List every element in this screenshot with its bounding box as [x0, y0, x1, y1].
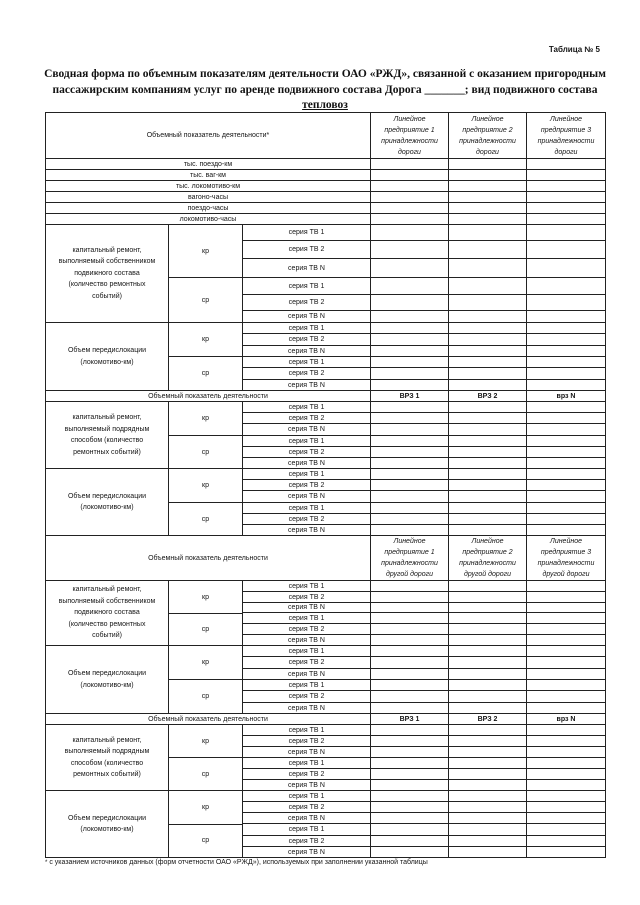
series-label: серия ТВ 1 — [243, 824, 371, 836]
data-cell — [527, 447, 606, 458]
series-label: серия ТВ N — [243, 458, 371, 469]
data-cell — [371, 581, 449, 592]
repair-type-code: кр — [169, 725, 243, 758]
data-cell — [527, 769, 606, 780]
block-label: капитальный ремонт, выполняемый собственником подвижного состава (количество ремонтных событий) — [46, 225, 169, 323]
data-cell — [449, 225, 527, 241]
series-label: серия ТВ N — [243, 346, 371, 357]
data-cell — [527, 334, 606, 346]
block-label: капитальный ремонт, выполняемый собственником подвижного состава (количество ремонтных событий) — [46, 581, 169, 646]
enterprise-column-header: Линейное предприятие 2 принадлежности другой дороги — [449, 536, 527, 581]
data-cell — [449, 836, 527, 847]
enterprise-column-header: Линейное предприятие 3 принадлежности другой дороги — [527, 536, 606, 581]
data-cell — [449, 769, 527, 780]
data-cell — [527, 603, 606, 613]
data-cell — [371, 436, 449, 447]
indicator-row-label: тыс. локомотиво-км — [46, 181, 371, 192]
data-cell — [449, 380, 527, 391]
data-cell — [371, 791, 449, 802]
data-cell — [449, 480, 527, 491]
data-cell — [449, 181, 527, 192]
series-label: серия ТВ 2 — [243, 480, 371, 491]
series-label: серия ТВ N — [243, 847, 371, 858]
data-cell — [449, 402, 527, 413]
data-cell — [449, 203, 527, 214]
plant-column-header: врз N — [527, 391, 606, 402]
data-cell — [527, 624, 606, 635]
data-cell — [527, 357, 606, 368]
series-label: серия ТВ 2 — [243, 802, 371, 813]
data-cell — [449, 436, 527, 447]
series-label: серия ТВ 2 — [243, 514, 371, 525]
data-cell — [371, 624, 449, 635]
enterprise-column-header: Линейное предприятие 2 принадлежности дороги — [449, 113, 527, 159]
series-label: серия ТВ 2 — [243, 241, 371, 259]
repair-type-code: кр — [169, 225, 243, 278]
data-cell — [527, 736, 606, 747]
data-cell — [371, 503, 449, 514]
data-cell — [371, 769, 449, 780]
indicator-row-label: локомотиво-часы — [46, 214, 371, 225]
data-cell — [371, 725, 449, 736]
data-cell — [449, 334, 527, 346]
data-cell — [449, 592, 527, 603]
data-cell — [527, 802, 606, 813]
series-label: серия ТВ 1 — [243, 725, 371, 736]
indicator-header: Объемный показатель деятельности* — [46, 113, 371, 159]
repair-type-code: кр — [169, 469, 243, 503]
data-cell — [527, 424, 606, 436]
data-cell — [371, 525, 449, 536]
data-cell — [371, 758, 449, 769]
enterprise-column-header: Линейное предприятие 1 принадлежности дороги — [371, 113, 449, 159]
indicator-header: Объемный показатель деятельности — [46, 391, 371, 402]
series-label: серия ТВ 1 — [243, 791, 371, 802]
data-cell — [371, 203, 449, 214]
data-cell — [527, 503, 606, 514]
repair-type-code: ср — [169, 758, 243, 791]
data-cell — [371, 669, 449, 680]
indicator-header: Объемный показатель деятельности — [46, 536, 371, 581]
data-cell — [527, 480, 606, 491]
series-label: серия ТВ 1 — [243, 503, 371, 514]
data-cell — [449, 646, 527, 657]
data-cell — [527, 725, 606, 736]
data-cell — [371, 346, 449, 357]
series-label: серия ТВ 2 — [243, 624, 371, 635]
data-cell — [527, 847, 606, 858]
data-cell — [527, 259, 606, 278]
data-cell — [527, 436, 606, 447]
data-cell — [527, 680, 606, 691]
data-cell — [449, 758, 527, 769]
data-cell — [527, 413, 606, 424]
enterprise-column-header: Линейное предприятие 3 принадлежности дороги — [527, 113, 606, 159]
data-cell — [371, 323, 449, 334]
data-cell — [371, 646, 449, 657]
repair-type-code: ср — [169, 824, 243, 858]
data-cell — [371, 311, 449, 323]
repair-type-code: кр — [169, 323, 243, 357]
data-cell — [371, 170, 449, 181]
series-label: серия ТВ 2 — [243, 769, 371, 780]
enterprise-column-header: Линейное предприятие 1 принадлежности другой дороги — [371, 536, 449, 581]
data-cell — [371, 357, 449, 368]
data-cell — [527, 192, 606, 203]
series-label: серия ТВ 2 — [243, 657, 371, 669]
data-cell — [371, 691, 449, 703]
data-cell — [371, 603, 449, 613]
block-label: Объем передислокации (локомотиво-км) — [46, 469, 169, 536]
data-cell — [371, 592, 449, 603]
series-label: серия ТВ 2 — [243, 295, 371, 311]
data-cell — [449, 214, 527, 225]
series-label: серия ТВ 1 — [243, 402, 371, 413]
repair-type-code: кр — [169, 791, 243, 825]
repair-type-code: ср — [169, 613, 243, 646]
data-cell — [449, 525, 527, 536]
data-cell — [371, 259, 449, 278]
data-cell — [527, 780, 606, 791]
series-label: серия ТВ 2 — [243, 736, 371, 747]
data-cell — [527, 346, 606, 357]
series-label: серия ТВ 2 — [243, 592, 371, 603]
data-cell — [527, 380, 606, 391]
data-cell — [371, 278, 449, 295]
series-label: серия ТВ 2 — [243, 691, 371, 703]
data-cell — [371, 469, 449, 480]
data-cell — [527, 669, 606, 680]
footnote-mark: * — [45, 860, 48, 866]
plant-column-header: ВРЗ 2 — [449, 714, 527, 725]
summary-table — [45, 112, 606, 858]
footnote — [45, 858, 428, 868]
data-cell — [449, 624, 527, 635]
data-cell — [371, 241, 449, 259]
data-cell — [371, 736, 449, 747]
data-cell — [449, 747, 527, 758]
data-cell — [527, 159, 606, 170]
series-label: серия ТВ N — [243, 491, 371, 503]
data-cell — [449, 469, 527, 480]
series-label: серия ТВ N — [243, 669, 371, 680]
series-label: серия ТВ 1 — [243, 225, 371, 241]
data-cell — [449, 613, 527, 624]
data-cell — [449, 703, 527, 714]
repair-type-code: ср — [169, 436, 243, 469]
series-label: серия ТВ 1 — [243, 357, 371, 368]
indicator-row-label: тыс. поездо-км — [46, 159, 371, 170]
title-line-3: тепловоз — [302, 99, 348, 111]
indicator-header: Объемный показатель деятельности — [46, 714, 371, 725]
table-number: Таблица № 5 — [548, 45, 600, 54]
data-cell — [527, 592, 606, 603]
plant-column-header: ВРЗ 2 — [449, 391, 527, 402]
data-cell — [371, 635, 449, 646]
data-cell — [449, 413, 527, 424]
data-cell — [449, 725, 527, 736]
data-cell — [371, 402, 449, 413]
series-label: серия ТВ N — [243, 780, 371, 791]
indicator-row-label: вагоно-часы — [46, 192, 371, 203]
repair-type-code: ср — [169, 503, 243, 536]
data-cell — [371, 380, 449, 391]
data-cell — [527, 295, 606, 311]
data-cell — [371, 824, 449, 836]
data-cell — [449, 680, 527, 691]
repair-type-code: ср — [169, 357, 243, 391]
data-cell — [527, 491, 606, 503]
plant-column-header: врз N — [527, 714, 606, 725]
plant-column-header: ВРЗ 1 — [371, 714, 449, 725]
data-cell — [449, 736, 527, 747]
data-cell — [527, 214, 606, 225]
series-label: серия ТВ N — [243, 603, 371, 613]
data-cell — [371, 847, 449, 858]
block-label: Объем передислокации (локомотиво-км) — [46, 323, 169, 391]
title-line-2: пассажирским компаниям услуг по аренде подвижного состава Дорога _______; вид подвижного состава — [52, 83, 598, 96]
data-cell — [527, 703, 606, 714]
data-cell — [449, 824, 527, 836]
title-line-1: Сводная форма по объемным показателям деятельности ОАО «РЖД», связанной с оказанием пригородным — [44, 68, 606, 80]
data-cell — [449, 503, 527, 514]
data-cell — [371, 458, 449, 469]
data-cell — [449, 458, 527, 469]
block-label: капитальный ремонт, выполняемый подрядным способом (количество ремонтных событий) — [46, 402, 169, 469]
data-cell — [449, 813, 527, 824]
data-cell — [527, 758, 606, 769]
repair-type-code: кр — [169, 581, 243, 614]
data-cell — [449, 780, 527, 791]
data-cell — [449, 170, 527, 181]
repair-type-code: кр — [169, 402, 243, 436]
data-cell — [527, 278, 606, 295]
series-label: серия ТВ 1 — [243, 758, 371, 769]
series-label: серия ТВ N — [243, 747, 371, 758]
indicator-row-label: поездо-часы — [46, 203, 371, 214]
data-cell — [527, 170, 606, 181]
data-cell — [371, 802, 449, 813]
series-label: серия ТВ N — [243, 259, 371, 278]
data-cell — [527, 747, 606, 758]
document-title — [25, 67, 625, 114]
block-label: Объем передислокации (локомотиво-км) — [46, 646, 169, 714]
data-cell — [527, 469, 606, 480]
series-label: серия ТВ 1 — [243, 646, 371, 657]
data-cell — [527, 691, 606, 703]
series-label: серия ТВ 1 — [243, 469, 371, 480]
data-cell — [371, 680, 449, 691]
block-label: капитальный ремонт, выполняемый подрядным способом (количество ремонтных событий) — [46, 725, 169, 791]
data-cell — [371, 214, 449, 225]
data-cell — [449, 323, 527, 334]
data-cell — [371, 514, 449, 525]
data-cell — [449, 847, 527, 858]
data-cell — [371, 413, 449, 424]
series-label: серия ТВ 2 — [243, 447, 371, 458]
data-cell — [527, 241, 606, 259]
series-label: серия ТВ 1 — [243, 613, 371, 624]
data-cell — [371, 747, 449, 758]
data-cell — [449, 259, 527, 278]
data-cell — [371, 225, 449, 241]
data-cell — [527, 646, 606, 657]
data-cell — [371, 295, 449, 311]
data-cell — [527, 514, 606, 525]
data-cell — [449, 424, 527, 436]
data-cell — [371, 491, 449, 503]
data-cell — [527, 613, 606, 624]
series-label: серия ТВ N — [243, 635, 371, 646]
data-cell — [371, 703, 449, 714]
data-cell — [527, 657, 606, 669]
data-cell — [371, 368, 449, 380]
data-cell — [527, 635, 606, 646]
data-cell — [449, 691, 527, 703]
data-cell — [449, 669, 527, 680]
series-label: серия ТВ N — [243, 813, 371, 824]
series-label: серия ТВ 1 — [243, 278, 371, 295]
series-label: серия ТВ 2 — [243, 368, 371, 380]
data-cell — [449, 581, 527, 592]
data-cell — [527, 368, 606, 380]
data-cell — [449, 603, 527, 613]
block-label: Объем передислокации (локомотиво-км) — [46, 791, 169, 858]
indicator-row-label: тыс. ваг-км — [46, 170, 371, 181]
series-label: серия ТВ N — [243, 380, 371, 391]
data-cell — [371, 424, 449, 436]
repair-type-code: ср — [169, 278, 243, 323]
series-label: серия ТВ 1 — [243, 323, 371, 334]
data-cell — [527, 824, 606, 836]
series-label: серия ТВ N — [243, 525, 371, 536]
data-cell — [449, 791, 527, 802]
data-cell — [527, 323, 606, 334]
data-cell — [449, 241, 527, 259]
plant-column-header: ВРЗ 1 — [371, 391, 449, 402]
data-cell — [371, 159, 449, 170]
data-cell — [449, 311, 527, 323]
series-label: серия ТВ 2 — [243, 836, 371, 847]
data-cell — [449, 491, 527, 503]
data-cell — [449, 514, 527, 525]
data-cell — [449, 346, 527, 357]
data-cell — [449, 447, 527, 458]
data-cell — [527, 203, 606, 214]
data-cell — [449, 657, 527, 669]
data-cell — [527, 225, 606, 241]
data-cell — [527, 581, 606, 592]
repair-type-code: кр — [169, 646, 243, 680]
data-cell — [527, 813, 606, 824]
series-label: серия ТВ N — [243, 311, 371, 323]
data-cell — [527, 791, 606, 802]
data-cell — [449, 159, 527, 170]
data-cell — [449, 357, 527, 368]
data-cell — [371, 780, 449, 791]
data-cell — [527, 525, 606, 536]
data-cell — [449, 635, 527, 646]
data-cell — [527, 836, 606, 847]
data-cell — [371, 334, 449, 346]
series-label: серия ТВ N — [243, 424, 371, 436]
series-label: серия ТВ 2 — [243, 413, 371, 424]
data-cell — [449, 192, 527, 203]
data-cell — [371, 836, 449, 847]
data-cell — [527, 402, 606, 413]
data-cell — [449, 295, 527, 311]
data-cell — [527, 458, 606, 469]
series-label: серия ТВ N — [243, 703, 371, 714]
data-cell — [449, 278, 527, 295]
data-cell — [449, 368, 527, 380]
data-cell — [371, 447, 449, 458]
data-cell — [371, 480, 449, 491]
data-cell — [449, 802, 527, 813]
data-cell — [371, 613, 449, 624]
series-label: серия ТВ 1 — [243, 680, 371, 691]
data-cell — [371, 813, 449, 824]
data-cell — [527, 181, 606, 192]
data-cell — [527, 311, 606, 323]
series-label: серия ТВ 1 — [243, 436, 371, 447]
data-cell — [371, 657, 449, 669]
data-cell — [371, 181, 449, 192]
data-cell — [371, 192, 449, 203]
series-label: серия ТВ 2 — [243, 334, 371, 346]
repair-type-code: ср — [169, 680, 243, 714]
footnote-text: с указанием источников данных (форм отчетности ОАО «РЖД»), используемых при заполнении указанной таблицы — [49, 859, 428, 866]
series-label: серия ТВ 1 — [243, 581, 371, 592]
